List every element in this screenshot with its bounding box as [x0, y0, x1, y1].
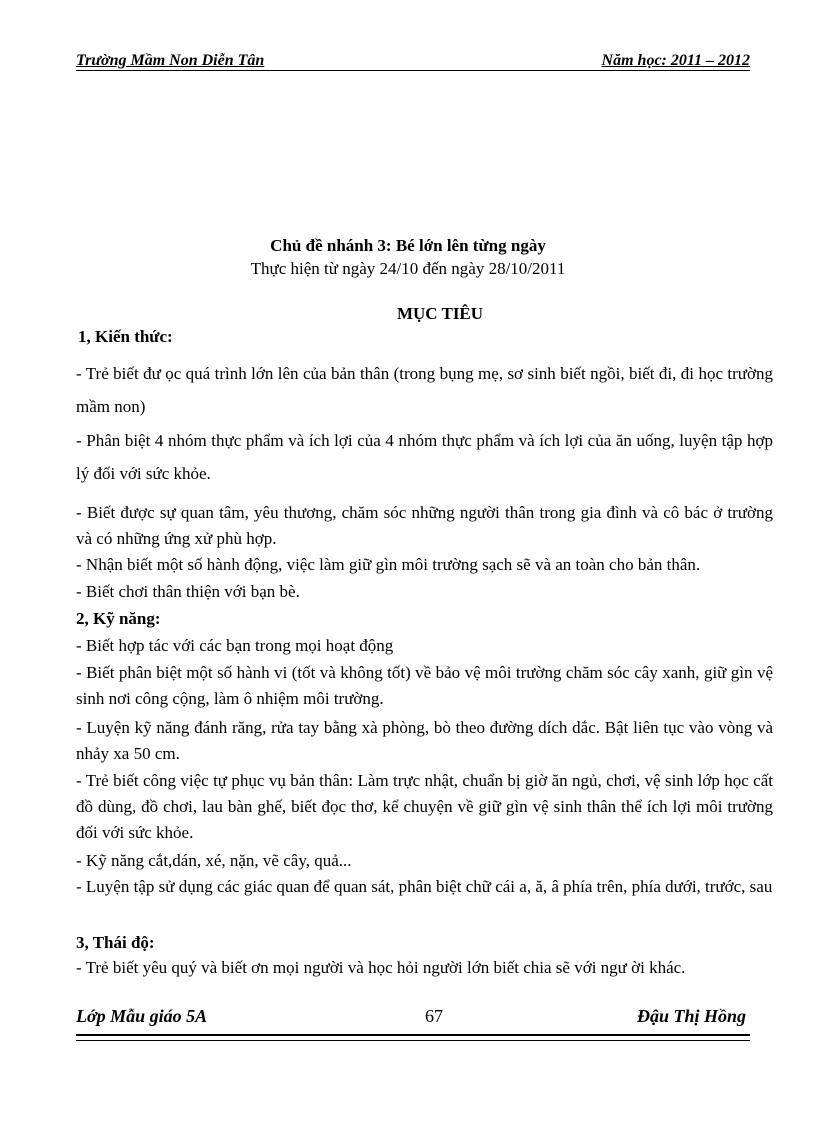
knowledge-item-2: - Phân biệt 4 nhóm thực phẩm và ích lợi của 4 nhóm thực phẩm và ích lợi của ăn uống, luyện tập hợp lý đối với sức khỏe. — [76, 431, 773, 483]
school-name: Trường Mầm Non Diễn Tân — [76, 52, 265, 69]
skills-item-5: - Kỹ năng cắt,dán, xé, nặn, vẽ cây, quả... — [76, 851, 352, 870]
footer-teacher: Đậu Thị Hồng — [636, 1006, 746, 1026]
knowledge-item-3: - Biết được sự quan tâm, yêu thương, chăm sóc những người thân trong gia đình và cô bác ở trường và có những ứng xử phù hợp. — [76, 503, 773, 548]
page-number: 67 — [425, 1006, 443, 1026]
header-rule — [76, 70, 750, 71]
knowledge-item-5: - Biết chơi thân thiện với bạn bè. — [76, 582, 300, 601]
topic-name: Bé lớn lên từng ngày — [395, 236, 546, 255]
knowledge-item-1: - Trẻ biết đư ọc quá trình lớn lên của bản thân (trong bụng mẹ, sơ sinh biết ngồi, biết đi, đi học trường mầm non) — [76, 364, 773, 416]
footer-rule-top — [76, 1034, 750, 1036]
attitude-item-1: - Trẻ biết yêu quý và biết ơn mọi người và học hỏi người lớn biết chia sẽ với ngư ời khác. — [76, 958, 686, 977]
topic-title — [0, 236, 816, 256]
topic-label: Chủ đề nhánh 3: — [270, 236, 392, 255]
skills-title: 2, Kỹ năng: — [76, 609, 161, 628]
page-footer — [76, 1006, 750, 1028]
objectives-heading: MỤC TIÊU — [396, 304, 484, 323]
skills-item-6: - Luyện tập sử dụng các giác quan để quan sát, phân biệt chữ cái a, ă, â phía trên, phía dưới, trước, sau — [76, 877, 773, 896]
skills-item-1: - Biết hợp tác với các bạn trong mọi hoạt động — [76, 636, 394, 655]
attitude-title: 3, Thái độ: — [76, 933, 155, 952]
skills-item-3: - Luyện kỹ năng đánh răng, rửa tay bằng xà phòng, bò theo đường dích dắc. Bật liên tục vào vòng và nhảy xa 50 cm. — [76, 718, 773, 763]
knowledge-item-4: - Nhận biết một số hành động, việc làm giữ gìn môi trường sạch sẽ và an toàn cho bản thân. — [76, 555, 701, 574]
page-header — [76, 52, 750, 72]
footer-rule-bottom — [76, 1040, 750, 1041]
school-year: Năm học: 2011 – 2012 — [601, 52, 750, 69]
topic-dates: Thực hiện từ ngày 24/10 đến ngày 28/10/2011 — [250, 259, 566, 278]
knowledge-title: 1, Kiến thức: — [78, 327, 173, 346]
skills-item-2: - Biết phân biệt một số hành vi (tốt và không tốt) về bảo vệ môi trường chăm sóc cây xanh, giữ gìn vệ sinh nơi công cộng, làm ô nhiệm môi trường. — [76, 663, 773, 708]
footer-class: Lớp Mẫu giáo 5A — [76, 1006, 208, 1026]
skills-item-4: - Trẻ biết công việc tự phục vụ bản thân: Làm trực nhật, chuẩn bị giờ ăn ngủ, chơi, vệ sinh lớp học cất đồ dùng, đồ chơi, lau bàn ghế, biết đọc thơ, kể chuyện về giữ gìn vệ sinh thân thể ích lợi môi trường đối với sức khỏe. — [76, 771, 773, 842]
